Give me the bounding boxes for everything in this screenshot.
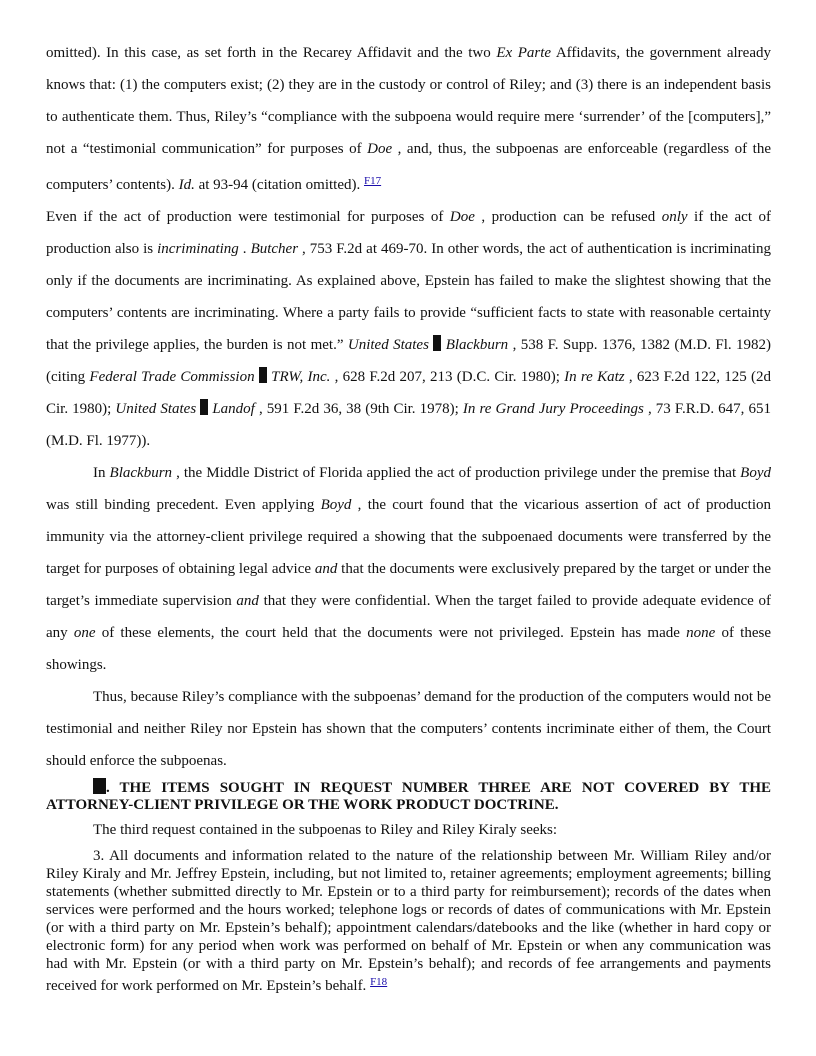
paragraph-act-of-production: omitted). In this case, as set forth in the Recarey Affidavit and the two Ex Parte Affidavits, the government already knows that: (1) the computers exist; (2) they are in the custody or control of Riley; and (3) there is an independent basis to authenticate them. Thus, Riley’s “compliance with the subpoena would require mere ‘surrender’ of the [computers],” not a “testimonial communication” for purposes of Doe , and, thus, the subpoenas are enforceable (regardless of the computers’ contents). Id. at 93-94 (citation omitted). $^{F17}$ — [46, 45, 772, 193]
section-heading-block — [46, 778, 771, 814]
footnote-link-f18[interactable]: F18 — [370, 976, 388, 988]
paragraph-conclusion: Thus, because Riley’s compliance with the subpoenas’ demand for the production of the computers would not be testimonial and neither Riley nor Epstein has shown that the computers’ contents incriminate either of them, the Court should enforce the subpoenas. — [46, 689, 771, 769]
quoted-request-three: 3. All documents and information related to the nature of the relationship between Mr. William Riley and/or Riley Kiraly and Mr. Jeffrey Epstein, including, but not limited to, retainer agreements; employment agreements; billing statements (whether submitted directly to Mr. Epstein or to a third party for reimbursement); records of the dates when services were performed and the hours worked; telephone logs or records of dates of communications with Mr. Epstein (or with a third party on Mr. Epstein’s behalf); appointment calendars/datebooks and the like (whether in hard copy or electronic form) for any period when work was performed on behalf of Mr. Epstein or when any communication was had with Mr. Epstein (or with a third party on Mr. Epstein’s behalf); and records of fee arrangements and payments received for work performed on Mr. Epstein’s behalf. $^{F18}$ — [46, 848, 771, 994]
section-heading: . THE ITEMS SOUGHT IN REQUEST NUMBER THREE ARE NOT COVERED BY THE ATTORNEY-CLIENT PRIVILEGE OR THE WORK PRODUCT DOCTRINE. — [46, 780, 771, 813]
paragraph-incriminating: Even if the act of production were testimonial for purposes of Doe , production can be refused only if the act of production also is incriminating . Butcher , 753 F.2d at 469-70. In other words, the act of authentication is incriminating only if the documents are incriminating. As explained above, Epstein has failed to make the slightest showing that the computers’ contents are incriminating. Where a party fails to provide “sufficient facts to state with reasonable certainty that the privilege applies, the burden is not met.” United States Blackburn , 538 F. Supp. 1376, 1382 (M.D. Fl. 1982) (citing Federal Trade Commission TRW, Inc. , 628 F.2d 207, 213 (D.C. Cir. 1980); In re Katz , 623 F.2d 122, 125 (2d Cir. 1980); United States Landof , 591 F.2d 36, 38 (9th Cir. 1978); In re Grand Jury Proceedings , 73 F.R.D. 647, 651 (M.D. Fl. 1977)). — [46, 209, 772, 449]
footnote-link-f17[interactable]: F17 — [363, 175, 382, 187]
redaction-mark — [93, 778, 106, 794]
paragraph-third-request-intro: The third request contained in the subpoenas to Riley and Riley Kiraly seeks: — [93, 822, 558, 838]
main-body — [46, 37, 771, 777]
request-intro-block — [46, 821, 771, 839]
paragraph-blackburn: In Blackburn , the Middle District of Florida applied the act of production privilege under the premise that Boyd was still binding precedent. Even applying Boyd , the court found that the vicarious assertion of act of production immunity via the attorney-client privilege required a showing that the subpoenaed documents were transferred by the target for purposes of obtaining legal advice and that the documents were exclusively prepared by the target or under the target’s immediate supervision and that they were confidential. When the target failed to provide adequate evidence of any one of these elements, the court held that the documents were not privileged. Epstein has made none of these showings. — [46, 465, 772, 673]
block-quote — [46, 847, 771, 995]
redaction-mark — [259, 367, 267, 383]
